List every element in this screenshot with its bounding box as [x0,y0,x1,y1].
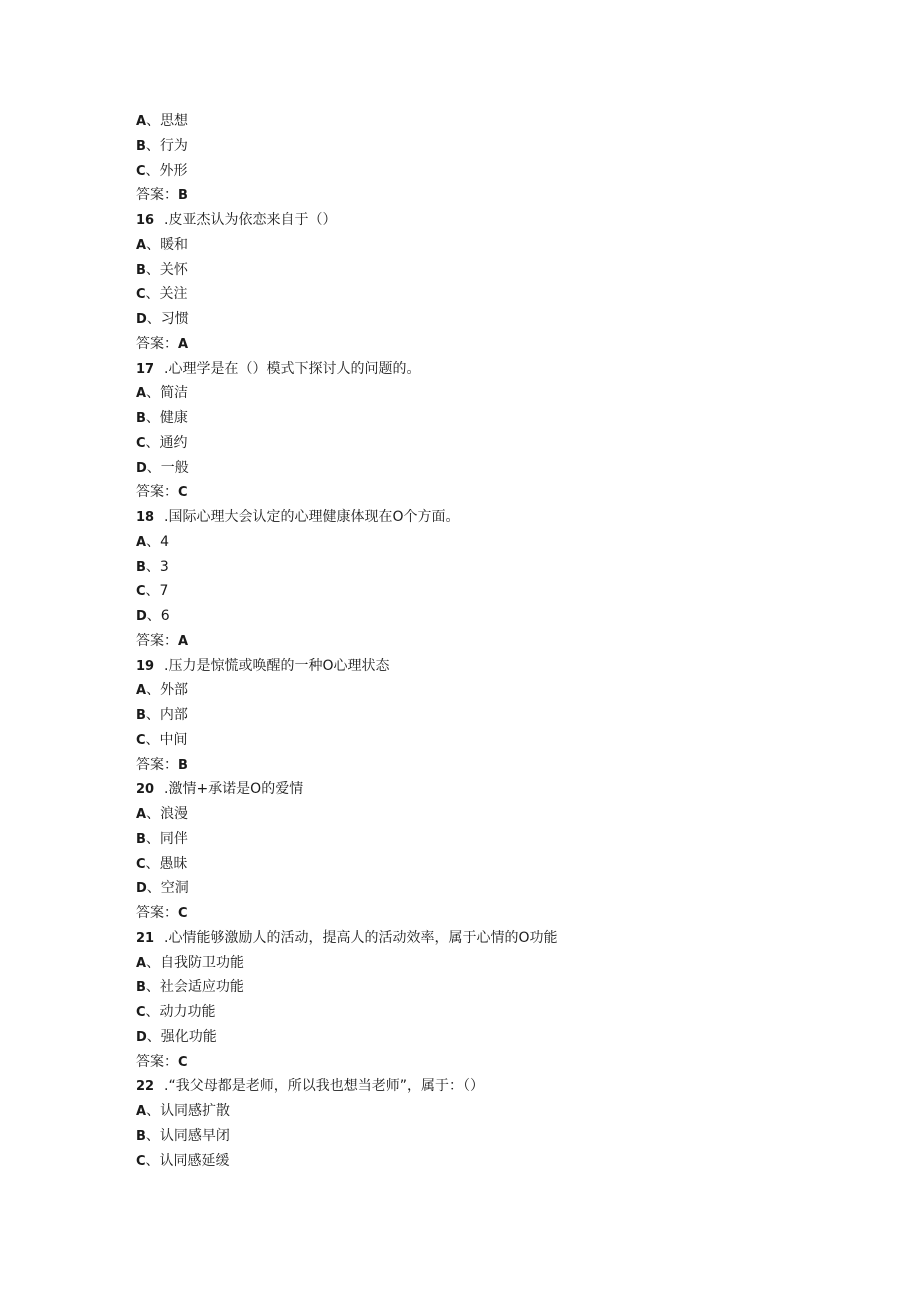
option-letter: A [136,237,147,253]
option-line [136,381,836,406]
option-separator: 、 [146,311,161,327]
option-letter: B [136,831,146,847]
answer-value: C [178,485,188,501]
question-text: .激情+承诺是O的爱情 [164,781,304,798]
option-line [136,456,836,481]
option-text: 3 [159,558,169,575]
question-line [136,654,836,679]
option-text: 强化功能 [160,1028,217,1045]
question-number: 18 [136,510,155,525]
question-number: 19 [136,658,155,674]
answer-value: A [178,633,189,649]
option-line [136,728,836,753]
answer-line [136,1050,836,1075]
question-line [136,208,836,233]
option-letter: B [136,411,146,426]
option-line [136,555,836,580]
question-number: 20 [136,782,155,798]
question-line [136,926,836,951]
option-text: 暖和 [160,236,189,253]
option-text: 外部 [160,682,189,699]
option-text: 浪漫 [160,806,189,822]
option-separator: 、 [145,583,160,600]
option-letter: C [136,163,146,179]
option-text: 习惯 [160,311,189,327]
option-letter: C [136,287,146,303]
answer-line [136,901,836,926]
option-separator: 、 [145,286,160,303]
question-text: .皮亚杰认为依恋来自于（） [164,212,337,228]
answer-label: 答案： [136,187,178,204]
option-line [136,233,836,258]
option-letter: A [136,955,147,971]
option-letter: C [136,1153,146,1169]
option-line [136,951,836,976]
option-text: 思想 [160,113,189,129]
option-text: 6 [160,608,170,624]
option-letter: B [136,1128,146,1144]
answer-line [136,480,836,505]
question-line [136,505,836,530]
answer-label: 答案： [136,905,178,921]
option-text: 7 [159,583,169,600]
option-text: 外形 [159,162,188,179]
answer-value: B [178,188,188,204]
question-text: .“我父母都是老师，所以我也想当老师”，属于：（） [164,1078,484,1095]
question-text: .压力是惊慌或唤醒的一种O心理状态 [164,657,390,674]
option-line [136,159,836,184]
option-text: 中间 [159,731,188,748]
answer-value: A [178,336,189,352]
option-separator: 、 [145,410,160,426]
option-line [136,1099,836,1124]
option-line [136,1149,836,1174]
option-separator: 、 [145,137,160,154]
option-text: 健康 [159,410,188,426]
option-separator: 、 [145,731,160,748]
question-document [136,109,836,1173]
option-letter: D [136,312,147,327]
option-separator: 、 [145,707,160,723]
option-text: 同伴 [159,830,188,847]
option-separator: 、 [146,1028,161,1045]
option-letter: C [136,584,146,600]
option-separator: 、 [145,1004,160,1020]
option-letter: D [136,609,147,624]
option-line [136,876,836,901]
option-line [136,802,836,827]
option-separator: 、 [146,880,161,897]
option-letter: A [136,534,147,550]
option-letter: D [136,1029,147,1045]
option-separator: 、 [145,261,160,278]
option-text: 行为 [159,137,188,154]
option-line [136,258,836,283]
option-line [136,109,836,134]
question-line [136,1074,836,1099]
option-text: 关怀 [159,261,188,278]
option-text: 社会适应功能 [159,979,244,996]
option-text: 认同感延缓 [159,1152,230,1169]
option-text: 认同感早闭 [159,1127,230,1144]
option-separator: 、 [145,162,160,179]
answer-line [136,332,836,357]
option-text: 一般 [160,459,189,476]
option-separator: 、 [146,608,161,624]
option-letter: B [136,559,146,575]
option-text: 空洞 [160,880,189,897]
option-letter: D [136,881,147,897]
question-number: 17 [136,361,155,377]
option-text: 通约 [159,434,188,451]
option-letter: C [136,1005,146,1020]
answer-line [136,183,836,208]
option-text: 内部 [159,707,188,723]
option-separator: 、 [145,830,160,847]
option-separator: 、 [145,434,160,451]
answer-label: 答案： [136,484,178,501]
option-line [136,530,836,555]
option-letter: A [136,683,147,699]
option-letter: A [136,114,147,129]
option-line [136,703,836,728]
answer-line [136,629,836,654]
option-text: 愚昧 [159,855,188,872]
option-line [136,678,836,703]
option-text: 关注 [159,286,188,303]
option-line [136,975,836,1000]
option-line [136,134,836,159]
answer-value: C [178,1054,188,1070]
answer-label: 答案： [136,632,178,649]
option-letter: A [136,386,147,402]
option-separator: 、 [146,459,161,476]
option-letter: A [136,807,147,822]
option-letter: B [136,262,146,278]
question-number: 22 [136,1079,155,1095]
option-line [136,827,836,852]
option-line [136,282,836,307]
answer-value: B [178,757,188,773]
question-number: 16 [136,213,155,228]
option-line [136,406,836,431]
option-separator: 、 [146,954,161,971]
option-separator: 、 [146,113,161,129]
option-line [136,579,836,604]
question-text: .心理学是在（）模式下探讨人的问题的。 [164,360,421,377]
option-separator: 、 [145,855,160,872]
question-text: .国际心理大会认定的心理健康体现在O个方面。 [164,509,460,525]
option-letter: C [136,732,146,748]
option-separator: 、 [146,533,161,550]
option-letter: A [136,1104,147,1119]
option-line [136,1025,836,1050]
option-letter: C [136,435,146,451]
answer-value: C [178,906,188,921]
answer-label: 答案： [136,335,178,352]
option-separator: 、 [145,1152,160,1169]
option-letter: C [136,856,146,872]
option-line [136,604,836,629]
option-line [136,852,836,877]
option-separator: 、 [146,236,161,253]
option-separator: 、 [145,1127,160,1144]
option-letter: B [136,138,146,154]
option-letter: B [136,980,146,996]
question-number: 21 [136,930,155,946]
option-separator: 、 [146,1103,161,1119]
option-text: 自我防卫功能 [160,954,245,971]
question-text: .心情能够激励人的活动，提高人的活动效率，属于心情的O功能 [164,929,558,946]
question-line [136,357,836,382]
option-text: 动力功能 [159,1004,216,1020]
option-separator: 、 [146,806,161,822]
option-letter: B [136,708,146,723]
option-letter: D [136,460,147,476]
option-text: 4 [160,533,169,550]
option-text: 简洁 [160,385,189,402]
option-separator: 、 [145,979,160,996]
question-line [136,777,836,802]
option-separator: 、 [145,558,160,575]
option-separator: 、 [146,682,161,699]
answer-line [136,753,836,778]
option-separator: 、 [146,385,161,402]
option-line [136,307,836,332]
option-line [136,1000,836,1025]
option-line [136,431,836,456]
option-text: 认同感扩散 [160,1103,231,1119]
option-line [136,1124,836,1149]
answer-label: 答案： [136,756,178,773]
answer-label: 答案： [136,1053,178,1070]
